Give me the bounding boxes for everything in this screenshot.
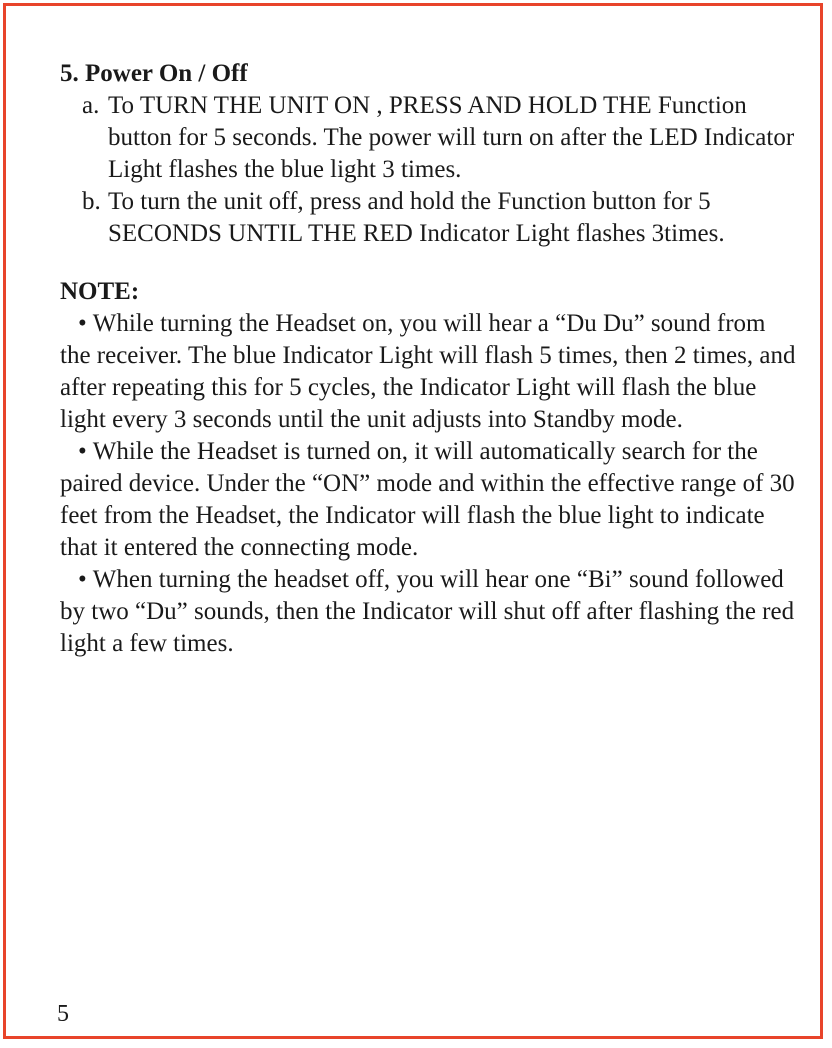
instruction-list bbox=[60, 90, 800, 250]
bullet-icon: • bbox=[78, 438, 87, 465]
instruction-item-b bbox=[60, 186, 800, 250]
instruction-text: To turn the unit off, press and hold the Function button for 5 SECONDS UNTIL THE RED Indicator Light flashes 3times. bbox=[108, 188, 725, 247]
bullet-icon: • bbox=[78, 566, 87, 593]
note-text: While the Headset is turned on, it will automatically search for the paired device. Under the “ON” mode and within the effective range of 30 feet from the Headset, the Indicator will flash the blue light to indicate that it entered the connecting mode. bbox=[60, 438, 795, 561]
document-content bbox=[60, 58, 800, 660]
instruction-item-a bbox=[60, 90, 800, 186]
list-marker: b. bbox=[82, 188, 101, 215]
note-heading: NOTE: bbox=[60, 278, 140, 305]
note-paragraph bbox=[60, 308, 800, 436]
instruction-text: To TURN THE UNIT ON , PRESS AND HOLD THE Function button for 5 seconds. The power will turn on after the LED Indicator Light flashes the blue light 3 times. bbox=[108, 92, 795, 183]
note-paragraph bbox=[60, 564, 800, 660]
page-number: 5 bbox=[57, 1001, 69, 1027]
section-heading: 5. Power On / Off bbox=[60, 60, 248, 87]
bullet-icon: • bbox=[78, 310, 87, 337]
note-paragraph bbox=[60, 436, 800, 564]
note-text: When turning the headset off, you will hear one “Bi” sound followed by two “Du” sounds, then the Indicator will shut off after flashing the red light a few times. bbox=[60, 566, 795, 657]
list-marker: a. bbox=[82, 92, 100, 119]
note-text: While turning the Headset on, you will hear a “Du Du” sound from the receiver. The blue Indicator Light will flash 5 times, then 2 times, and after repeating this for 5 cycles, the Indicator Light will flash the blue light every 3 seconds until the unit adjusts into Standby mode. bbox=[60, 310, 796, 433]
